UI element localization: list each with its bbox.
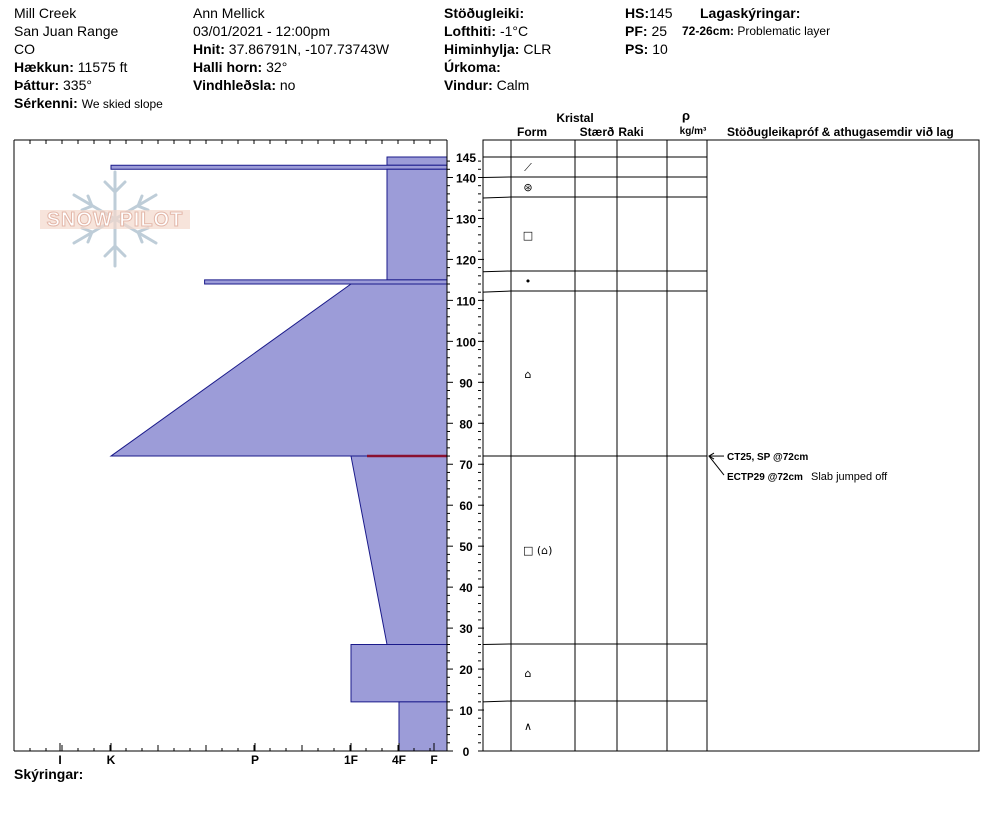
hardness-label: 4F	[391, 753, 407, 767]
slope-value: 32°	[266, 59, 288, 75]
table-border	[483, 140, 979, 751]
depth-label: 10	[459, 704, 473, 719]
layer-connector	[483, 701, 511, 702]
header-density-symbol: ρ	[681, 108, 691, 123]
hardness-layer	[387, 157, 447, 165]
crystal-form-symbol: ∧	[523, 720, 533, 733]
depth-label: 110	[456, 294, 476, 309]
pf-label: PF:	[625, 23, 648, 39]
location-range: San Juan Range	[14, 23, 119, 39]
air-temp-value: -1°C	[499, 23, 529, 39]
crystal-form-symbol: □ (⌂)	[523, 544, 553, 557]
depth-label: 0	[462, 745, 470, 759]
hardness-layer	[387, 169, 447, 280]
layer-table	[483, 140, 979, 751]
test-label: ECTP29 @72cm	[727, 472, 803, 484]
aspect-value: 335°	[63, 77, 92, 93]
coords-label: Hnit:	[193, 41, 225, 57]
sky-label: Himinhylja:	[444, 41, 520, 57]
hs-label: HS:	[625, 5, 650, 21]
hardness-layer	[111, 284, 447, 456]
layer-connector	[483, 271, 511, 272]
observer-name: Ann Mellick	[193, 5, 265, 21]
precip-label: Úrkoma:	[444, 59, 501, 75]
hardness-layer	[399, 702, 447, 751]
layers-range: 72-26cm:	[682, 24, 735, 38]
aspect-label: Þáttur:	[14, 77, 60, 93]
snowpilot-watermark	[40, 172, 190, 266]
hardness-plot	[111, 157, 447, 751]
crystal-forms	[523, 161, 553, 733]
features-value: We skied slope	[81, 97, 163, 111]
layer-table-headers	[517, 108, 954, 139]
watermark-text: SNOW PILOT	[46, 209, 184, 231]
elevation-label: Hækkun:	[14, 59, 74, 75]
hardness-layer	[351, 456, 447, 644]
crystal-form-symbol: ⌂	[524, 368, 532, 381]
header-crystal: Kristal	[556, 111, 594, 125]
header-density-unit: kg/m³	[679, 126, 707, 137]
depth-axis	[447, 140, 484, 759]
depth-label: 50	[459, 540, 473, 555]
header-moisture: Raki	[618, 125, 644, 139]
depth-label: 70	[459, 458, 473, 473]
hardness-label: I	[58, 753, 62, 767]
wind-label: Vindur:	[444, 77, 493, 93]
hardness-label: P	[250, 753, 260, 767]
crystal-form-symbol: •	[524, 275, 532, 288]
stability-label: Stöðugleiki:	[444, 5, 525, 21]
depth-label: 30	[459, 622, 473, 637]
ps-value: 10	[652, 41, 668, 57]
hardness-label: 1F	[343, 753, 359, 767]
test-arrow	[709, 456, 724, 475]
ps-label: PS:	[625, 41, 649, 57]
layer-connector	[483, 291, 511, 292]
elevation-value: 11575 ft	[77, 59, 128, 75]
depth-label: 40	[459, 581, 473, 596]
header-tests: Stöðugleikapróf & athugasemdir við lag	[727, 125, 954, 139]
location-name: Mill Creek	[14, 5, 77, 21]
stability-tests	[709, 452, 888, 483]
pf-value: 25	[651, 23, 668, 39]
header-size: Stærð	[579, 125, 615, 139]
test-comment: Slab jumped off	[811, 471, 888, 484]
hs-value: 145	[649, 5, 673, 21]
slope-label: Halli horn:	[193, 59, 263, 75]
depth-label: 120	[455, 253, 477, 268]
wind-value: Calm	[496, 77, 530, 93]
footer-label: Skýringar:	[14, 766, 84, 782]
crystal-form-symbol: ⌂	[524, 667, 532, 680]
depth-label: 90	[459, 376, 473, 391]
hardness-layer	[111, 165, 447, 169]
depth-label: 80	[459, 417, 473, 432]
coords-value: 37.86791N, -107.73743W	[228, 41, 390, 57]
hardness-axis-labels	[58, 753, 437, 767]
observation-datetime: 03/01/2021 - 12:00pm	[193, 23, 330, 39]
layers-description: Problematic layer	[737, 24, 831, 38]
crystal-form-symbol: ⊛	[523, 181, 533, 194]
hardness-layer	[351, 644, 447, 701]
depth-label: 60	[459, 499, 473, 514]
sky-value: CLR	[523, 41, 552, 57]
wind-loading-label: Vindhleðsla:	[193, 77, 276, 93]
layer-connector	[483, 197, 511, 198]
depth-label: 145	[455, 151, 477, 165]
wind-loading-value: no	[279, 77, 296, 93]
crystal-form-symbol: □	[522, 229, 534, 242]
depth-label: 100	[455, 335, 477, 350]
layers-title: Lagaskýringar:	[700, 5, 801, 21]
air-temp-label: Lofthiti:	[444, 23, 497, 39]
features-label: Sérkenni:	[14, 95, 78, 111]
header-form: Form	[517, 125, 547, 139]
depth-label: 130	[455, 212, 477, 227]
crystal-form-symbol: ⟋	[524, 161, 532, 174]
test-label: CT25, SP @72cm	[727, 452, 809, 464]
depth-label: 20	[459, 663, 473, 678]
hardness-label: K	[106, 753, 116, 767]
location-state: CO	[14, 41, 35, 57]
hardness-label: F	[430, 753, 438, 767]
depth-label: 140	[455, 171, 477, 186]
hardness-layer	[205, 280, 447, 284]
